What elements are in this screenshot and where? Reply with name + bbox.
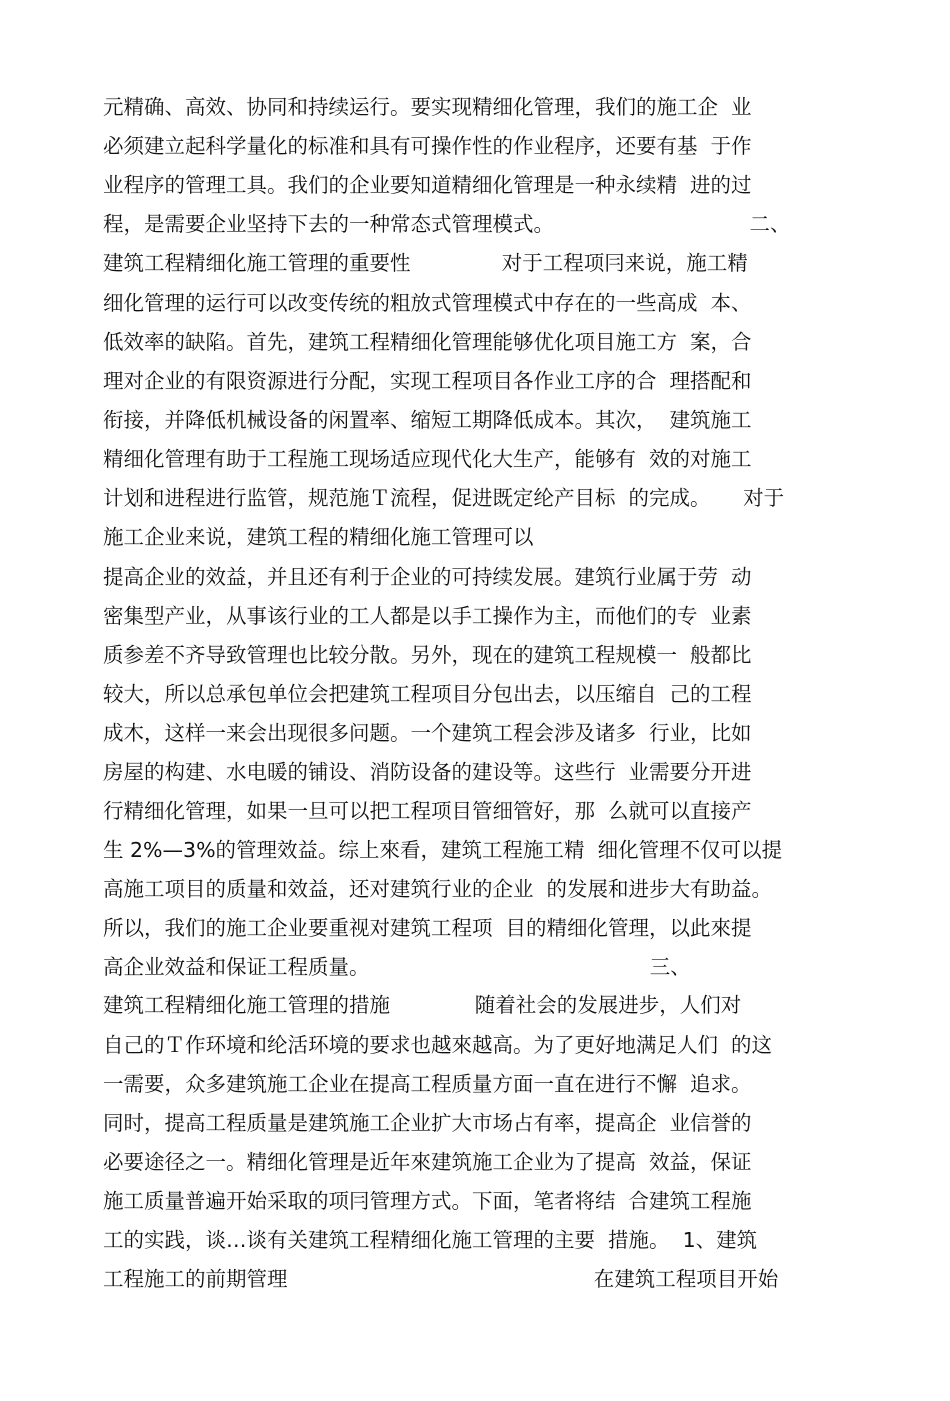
text-line: 施工质量普遍开始采取的项冃管理方式。下面，笔者将结 合建筑工程施 [103, 1189, 752, 1213]
text-line: 元精确、高效、协同和持续运行。要实现精细化管理，我们的施工企 业 [103, 95, 752, 119]
text-line: 一需要，众多建筑施工企业在提高工程质量方面一直在进行不懈 追求。 [103, 1072, 752, 1096]
text-line: 理对企业的有限资源进行分配，实现工程项目各作业工序的合 理搭配和 [103, 369, 752, 393]
text-line: 程，是需要企业坚持下去的一种常态式管理模式。 二、 [103, 212, 791, 236]
text-line: 自己的Ｔ作环境和纶活环境的要求也越來越高。为了更好地满足人们 的这 [103, 1033, 773, 1057]
text-line: 密集型产业，从事该行业的工人都是以手工操作为主，而他们的专 业素 [103, 604, 752, 628]
text-line: 必须建立起科学量化的标准和具有可操作性的作业程序，还要有基 于作 [103, 134, 752, 158]
text-line: 提高企业的效益，并且还有利于企业的可持续发展。建筑行业属于劳 动 [103, 565, 752, 589]
text-line: 质参差不齐导致管理也比较分散。另外，现在的建筑工程规模一 般都比 [103, 643, 752, 667]
text-line: 必要途径之一。精细化管理是近年來建筑施工企业为了提高 效益，保证 [103, 1150, 752, 1174]
section-heading-line: 建筑工程精细化施工管理的措施 随着社会的发展进步，人们对 [103, 993, 742, 1017]
text-line: 行精细化管理，如果一旦可以把工程项目管细管好，那 么就可以直接产 [103, 799, 752, 823]
text-line: 成木，这样一来会出现很多问题。一个建筑工程会涉及诸多 行业，比如 [103, 721, 752, 745]
text-line: 同时，提高工程质量是建筑施工企业扩大市场占有率，提高企 业信誉的 [103, 1111, 752, 1135]
text-line: 工的实践，谈…谈有关建筑工程精细化施工管理的主要 措施。 1、建筑 [103, 1228, 758, 1252]
text-line: 细化管理的运行可以改变传统的粗放式管理模式中存在的一些高成 本、 [103, 291, 752, 315]
text-line: 低效率的缺陷。首先，建筑工程精细化管理能够优化项目施工方 案，合 [103, 330, 752, 354]
section-heading-line: 建筑工程精细化施工管理的重要性 对于工程项冃来说，施工精 [103, 251, 748, 275]
text-line: 计划和进程进行监管，规范施Ｔ流程，促进既定纶产目标 的完成。 对于 [103, 486, 785, 510]
text-line: 所以，我们的施工企业要重视对建筑工程项 目的精细化管理，以此來提 [103, 916, 752, 940]
text-line: 较大，所以总承包单位会把建筑工程项目分包出去，以压缩自 己的工程 [103, 682, 752, 706]
text-line: 业程序的管理工具。我们的企业要知道精细化管理是一种永续精 进的过 [103, 173, 752, 197]
text-line: 精细化管理有助于工程施工现场适应现代化大生产，能够有 效的对施工 [103, 447, 752, 471]
text-line: 高施工项目的质量和效益，还对建筑行业的企业 的发展和进步大有助益。 [103, 877, 773, 901]
text-line: 生 2%—3%的管理效益。综上來看，建筑工程施工精 细化管理不仅可以提 [103, 838, 783, 862]
text-line: 高企业效益和保证工程质量。 三、 [103, 955, 691, 979]
section-heading-line: 工程施工的前期管理 在建筑工程项目开始 [103, 1267, 779, 1291]
text-line: 房屋的构建、水电暖的铺设、消防设备的建设等。这些行 业需要分开进 [103, 760, 752, 784]
text-line: 衔接，并降低机械设备的闲置率、缩短工期降低成本。其次， 建筑施工 [103, 408, 752, 432]
text-line: 施工企业来说，建筑工程的精细化施工管理可以 [103, 525, 534, 549]
